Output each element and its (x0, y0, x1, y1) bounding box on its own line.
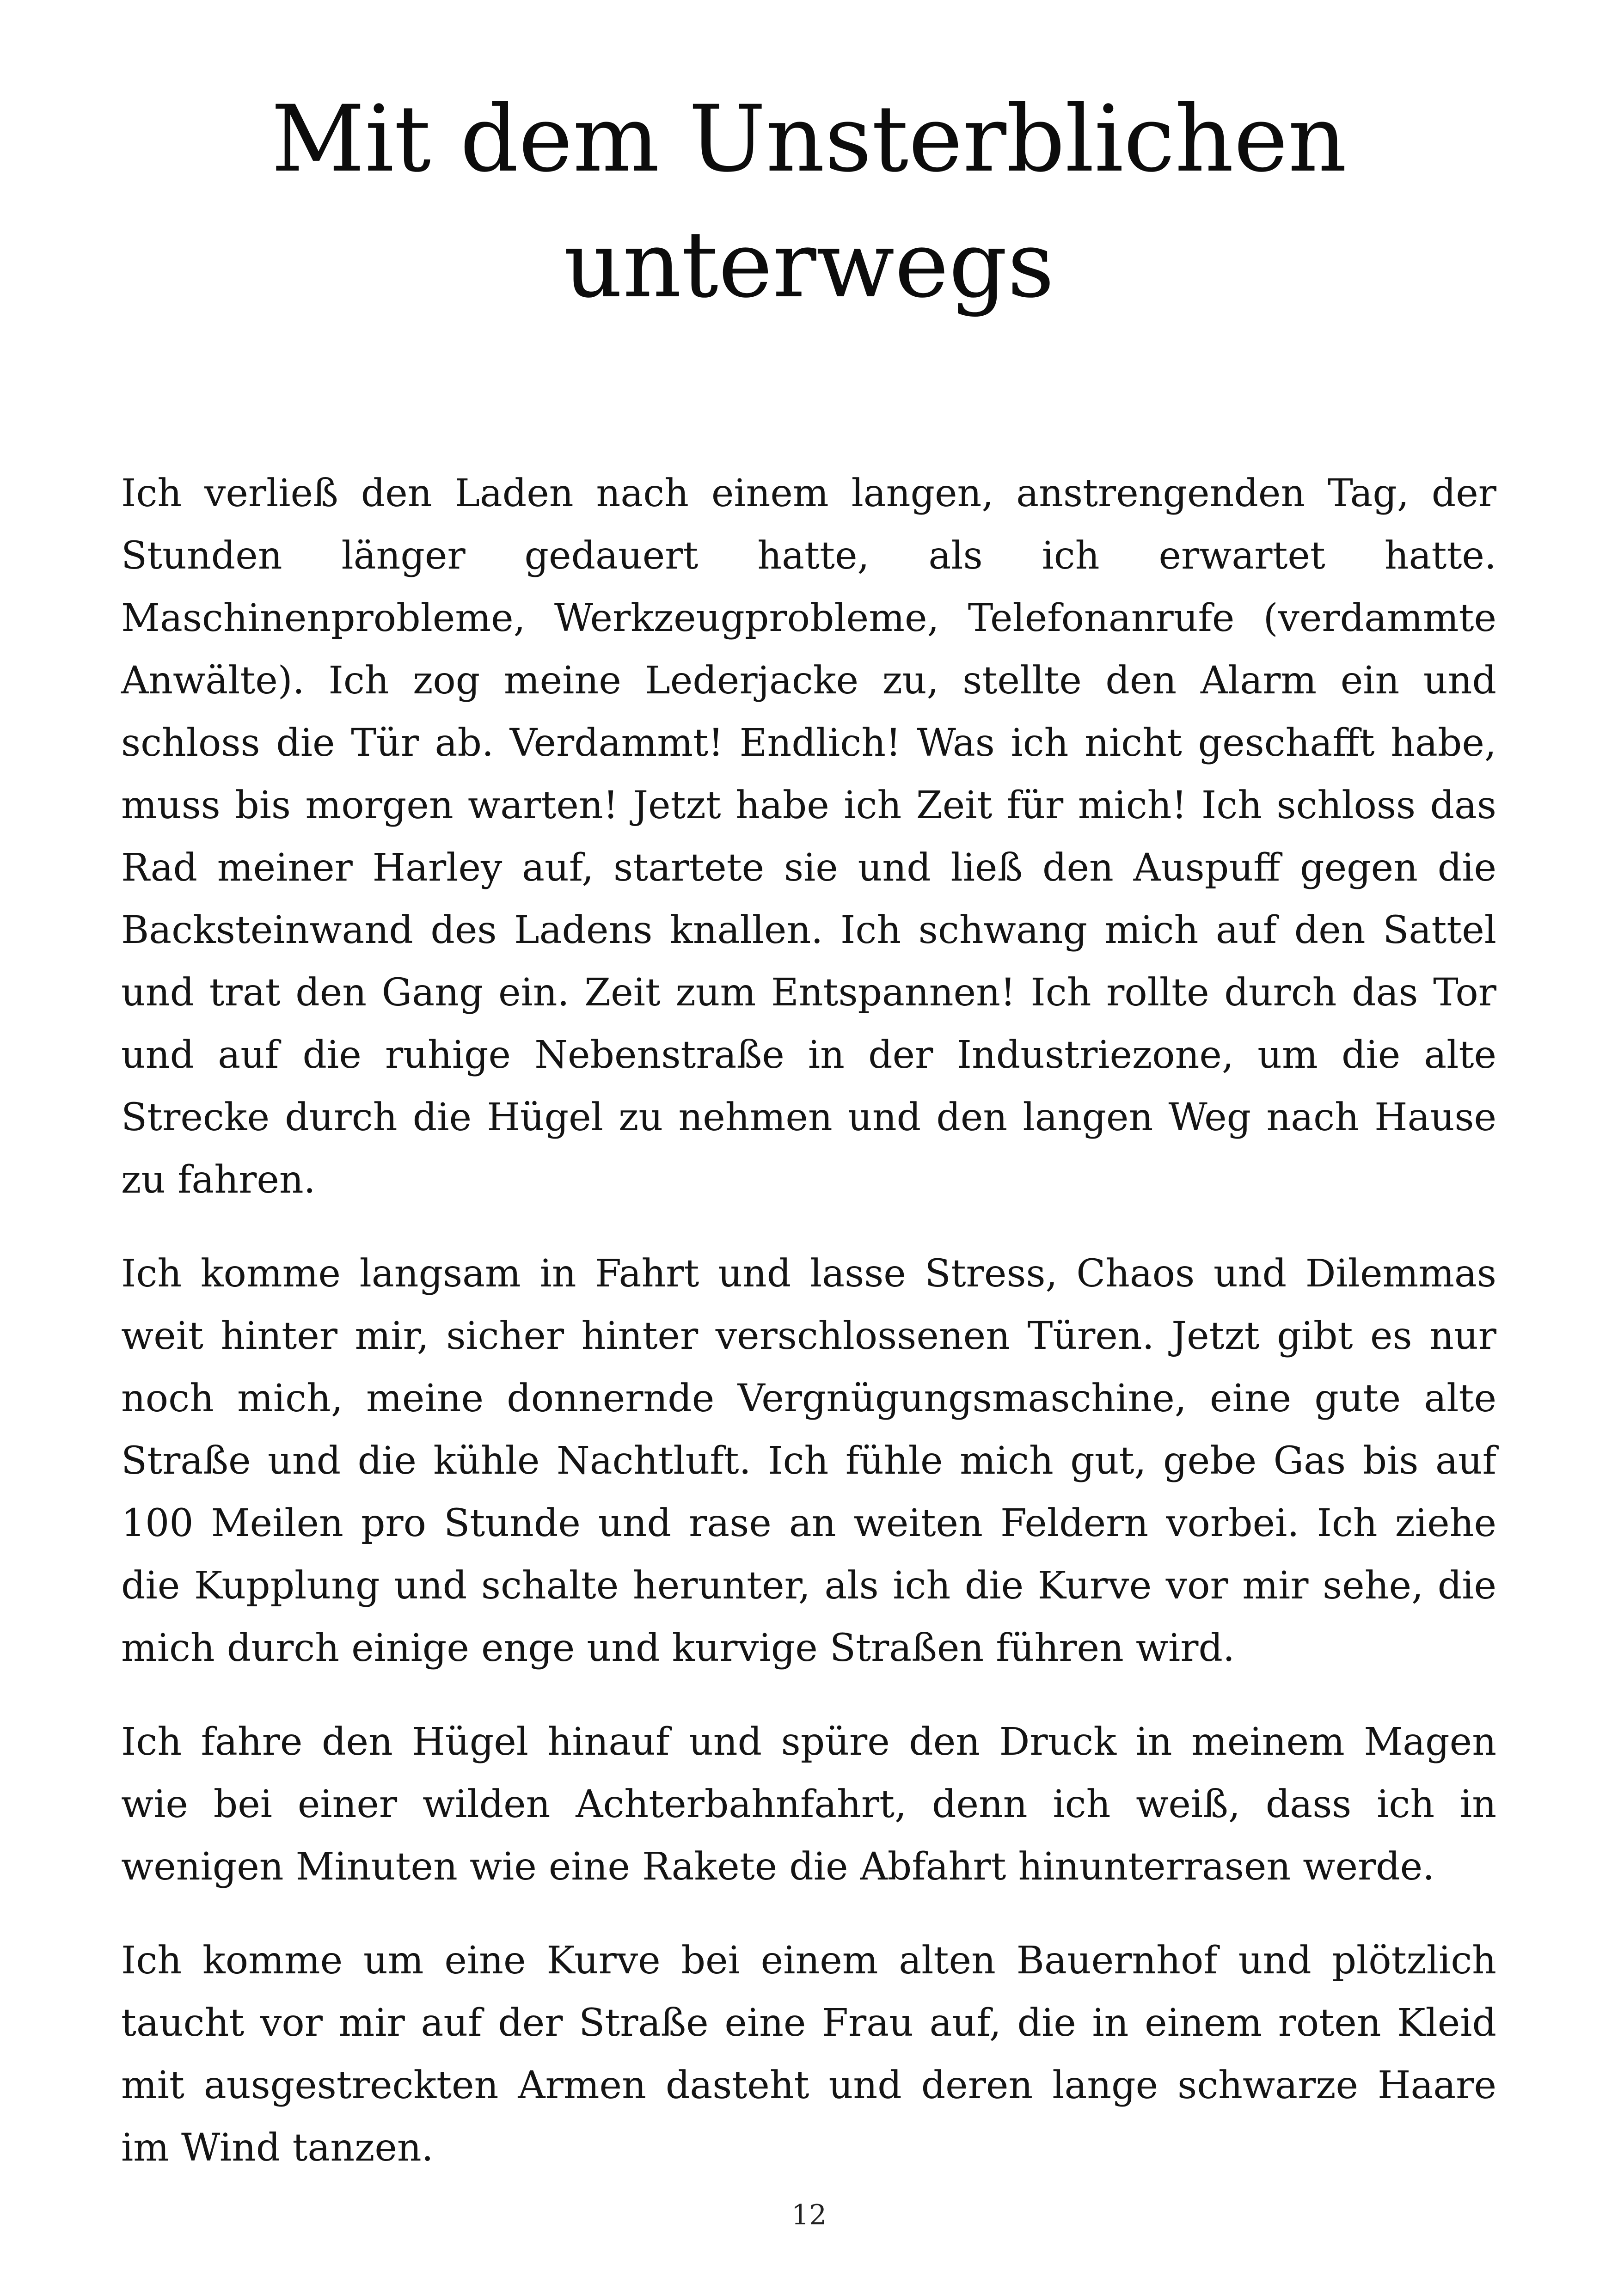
chapter-title (139, 76, 1479, 328)
chapter-title-line-1: Mit dem Unsterblichen (271, 86, 1347, 192)
paragraph-4: Ich komme um eine Kurve bei einem alten Bauernhof und plötzlich taucht vor mir auf der Straße eine Frau auf, die in einem roten Kleid mit ausgestreckten Armen dasteht und deren lange schwarze Haare im Wind tanzen. (121, 1939, 1496, 2170)
paragraph-2: Ich komme langsam in Fahrt und lasse Stress, Chaos und Dilemmas weit hinter mir, sicher hinter verschlossenen Türen. Jetzt gibt es nur noch mich, meine donnernde Vergnügungsmaschine, eine gute alte Straße und die kühle Nachtluft. Ich fühle mich gut, gebe Gas bis auf 100 Meilen pro Stunde und rase an weiten Feldern vorbei. Ich ziehe die Kupplung und schalte herunter, als ich die Kurve vor mir sehe, die mich durch einige enge und kurvige Straßen führen wird. (121, 1252, 1496, 1670)
paragraph-1: Ich verließ den Laden nach einem langen, anstrengenden Tag, der Stunden länger gedauert hatte, als ich erwartet hatte. Maschinenprobleme, Werkzeugprobleme, Telefonanrufe (verdammte Anwälte). Ich zog meine Lederjacke zu, stellte den Alarm ein und schloss die Tür ab. Verdammt! Endlich! Was ich nicht geschafft habe, muss bis morgen warten! Jetzt habe ich Zeit für mich! Ich schloss das Rad meiner Harley auf, startete sie und ließ den Auspuff gegen die Backsteinwand des Ladens knallen. Ich schwang mich auf den Sattel und trat den Gang ein. Zeit zum Entspannen! Ich rollte durch das Tor und auf die ruhige Nebenstraße in der Industriezone, um die alte Strecke durch die Hügel zu nehmen und den langen Weg nach Hause zu fahren. (121, 471, 1496, 1202)
chapter-title-line-2: unterwegs (564, 211, 1054, 318)
page-number: 12 (791, 2199, 827, 2231)
paragraph-3: Ich fahre den Hügel hinauf und spüre den Druck in meinem Magen wie bei einer wilden Achterbahnfahrt, denn ich weiß, dass ich in wenigen Minuten wie eine Rakete die Abfahrt hinunterrasen werde. (121, 1720, 1496, 1889)
chapter-body (121, 462, 1496, 2210)
